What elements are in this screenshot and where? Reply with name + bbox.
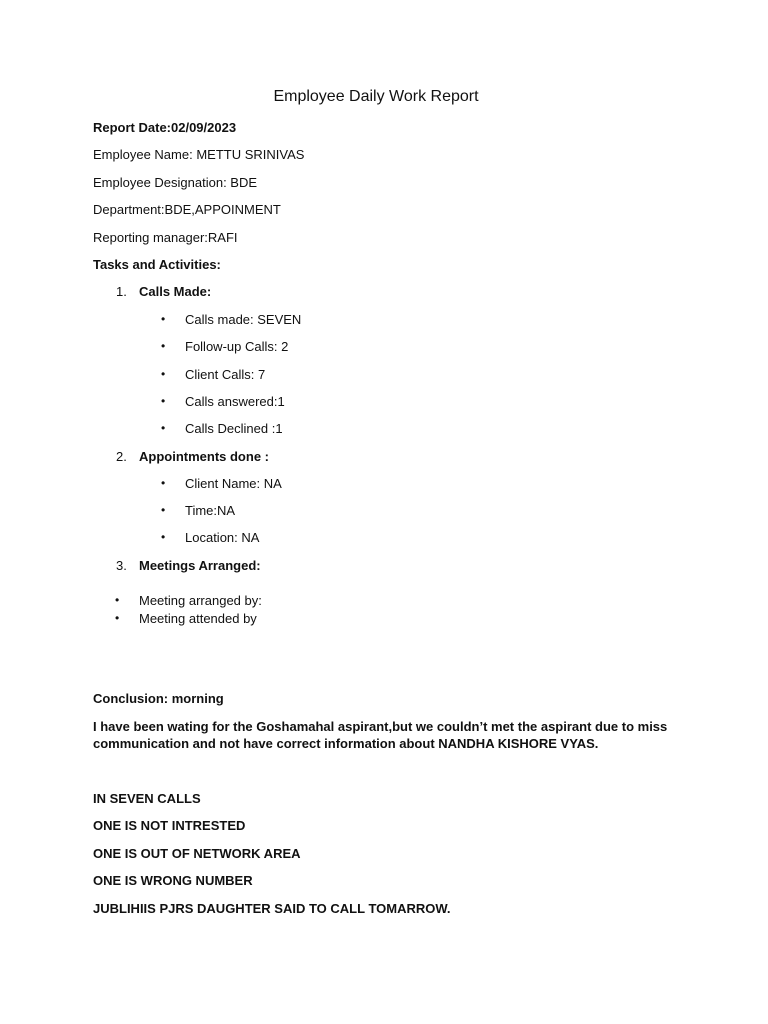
- section-heading-calls-made: Calls Made:: [139, 284, 212, 299]
- bullet-icon: •: [161, 394, 166, 408]
- list-item: Meeting arranged by:: [139, 593, 262, 608]
- tasks-heading: Tasks and Activities:: [93, 257, 221, 272]
- bullet-icon: •: [161, 339, 166, 353]
- conclusion-paragraph: I have been wating for the Goshamahal aspirant,but we couldn’t met the aspirant due to miss communication and not have correct information about NANDHA KISHORE VYAS.: [93, 719, 668, 751]
- bullet-icon: •: [161, 312, 166, 326]
- bullet-icon: •: [161, 421, 166, 435]
- summary-line: ONE IS OUT OF NETWORK AREA: [93, 846, 301, 861]
- summary-line: ONE IS NOT INTRESTED: [93, 818, 246, 833]
- bullet-icon: •: [161, 503, 166, 517]
- list-item: Meeting attended by: [139, 611, 257, 626]
- list-item: Location: NA: [185, 530, 260, 545]
- section-number: 1.: [116, 284, 127, 299]
- list-item: Client Name: NA: [185, 476, 282, 491]
- summary-line: JUBLIHIIS PJRS DAUGHTER SAID TO CALL TOMARROW.: [93, 901, 451, 916]
- department: Department:BDE,APPOINMENT: [93, 202, 281, 217]
- bullet-icon: •: [115, 593, 120, 607]
- report-date: Report Date:02/09/2023: [93, 120, 237, 135]
- section-heading-meetings: Meetings Arranged:: [139, 558, 261, 573]
- bullet-icon: •: [161, 530, 166, 544]
- summary-line: ONE IS WRONG NUMBER: [93, 873, 253, 888]
- conclusion-heading: Conclusion: morning: [93, 691, 224, 706]
- list-item: Follow-up Calls: 2: [185, 339, 289, 354]
- employee-designation: Employee Designation: BDE: [93, 175, 258, 190]
- list-item: Calls Declined :1: [185, 421, 283, 436]
- section-number: 2.: [116, 449, 127, 464]
- section-heading-appointments: Appointments done :: [139, 449, 269, 464]
- list-item: Time:NA: [185, 503, 236, 518]
- list-item: Calls made: SEVEN: [185, 312, 302, 327]
- summary-line: IN SEVEN CALLS: [93, 791, 201, 806]
- bullet-icon: •: [115, 611, 120, 625]
- bullet-icon: •: [161, 476, 166, 490]
- section-number: 3.: [116, 558, 127, 573]
- document-title: Employee Daily Work Report: [273, 88, 479, 105]
- bullet-icon: •: [161, 367, 166, 381]
- list-item: Calls answered:1: [185, 394, 285, 409]
- reporting-manager: Reporting manager:RAFI: [93, 230, 238, 245]
- employee-name: Employee Name: METTU SRINIVAS: [93, 147, 305, 162]
- list-item: Client Calls: 7: [185, 367, 266, 382]
